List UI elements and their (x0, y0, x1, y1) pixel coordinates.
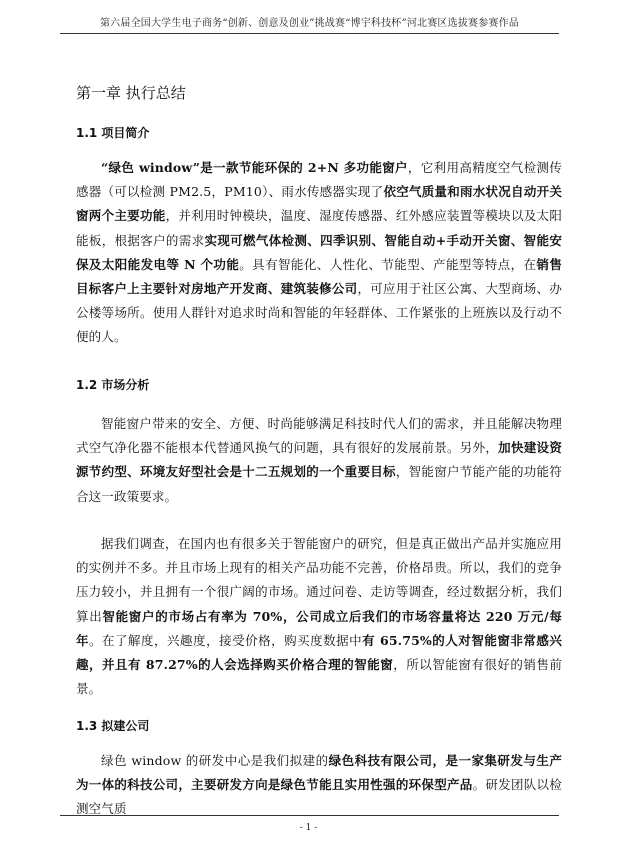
text-run: ，它利用高精度空气检测传感器（可以检测 PM2.5，PM10）、雨水传感器实现了 (76, 160, 562, 200)
text-run: 绿色 window 的研发中心是我们拟建的 (101, 753, 329, 768)
paragraph-1-1 (76, 156, 562, 350)
page-header: 第六届全国大学生电子商务“创新、创意及创业”挑战赛“博宇科技杯”河北赛区选拔赛参赛作品 (60, 14, 559, 34)
text-run: 。具有智能化、人性化、节能型、产能型等特点，在 (239, 256, 537, 272)
paragraph-1-2-b (76, 532, 562, 701)
bold-text-run: 实现可燃气体检测、四季识别、智能自动+手动开关窗、智能安保及太阳能发电等 N 个功能 (76, 232, 562, 272)
text-run: 。在了解度，兴趣度，接受价格，购买度数据中 (89, 632, 363, 648)
bold-text-run: “绿色 window”是一款节能环保的 2+N 多功能窗户 (101, 160, 408, 175)
bold-text-run: 绿色科技有限公司，是一家集研发与生产为一体的科技公司，主要研发方向是绿色节能且实用性强的环保型产品 (76, 753, 563, 793)
bold-text-run: 依空气质量和雨水状况自动开关窗两个主要功能 (76, 184, 562, 224)
text-run: ，可应用于社区公寓、大型商场、办公楼等场所。使用人群针对追求时尚和智能的年轻群体、工作紧张的上班族以及行动不便的人。 (76, 281, 562, 345)
paragraph-1-3 (76, 749, 562, 822)
bold-text-run: 销售目标客户上主要针对房地产开发商、建筑装修公司 (76, 256, 562, 297)
text-run: ，并利用时钟模块，温度、湿度传感器、红外感应装置等模块以及太阳能板，根据客户的需求 (76, 208, 562, 248)
section-heading-1-3: 1.3 拟建公司 (76, 719, 150, 733)
bold-text-run: 智能窗户的市场占有率为 70%，公司成立后我们的市场容量将达 220 万元/每年 (76, 608, 562, 648)
text-run: 智能窗户带来的安全、方便、时尚能够满足科技时代人们的需求，并且能解决物理式空气净化器不能根本代替通风换气的问题，具有很好的发展前景。另外， (76, 416, 562, 456)
bold-text-run: 加快建设资源节约型、环境友好型社会是十二五规划的一个重要目标 (76, 440, 562, 480)
text-run: ，所以智能窗有很好的销售前景。 (76, 657, 563, 697)
text-run: 据我们调查，在国内也有很多关于智能窗户的研究，但是真正做出产品并实施应用的实例并不多。并且市场上现有的相关产品功能不完善，价格昂贵。所以，我们的竞争压力较小，并且拥有一个很广阔的市场。通过问卷、走访等调查，经过数据分析，我们算出 (76, 536, 562, 624)
page-number: - 1 - (299, 823, 318, 833)
section-heading-1-2: 1.2 市场分析 (76, 378, 150, 392)
paragraph-1-2-a (76, 412, 562, 509)
section-heading-1-1: 1.1 项目简介 (76, 126, 150, 140)
footer-divider (60, 815, 559, 816)
chapter-title: 第一章 执行总结 (76, 84, 186, 102)
bold-text-run: 有 65.75%的人对智能窗非常感兴趣，并且有 87.27%的人会选择购买价格合理的智能窗 (76, 632, 563, 673)
text-run: 。研发团队以检测空气质 (76, 777, 562, 817)
text-run: ，智能窗户节能产能的功能符合这一政策要求。 (76, 464, 562, 504)
